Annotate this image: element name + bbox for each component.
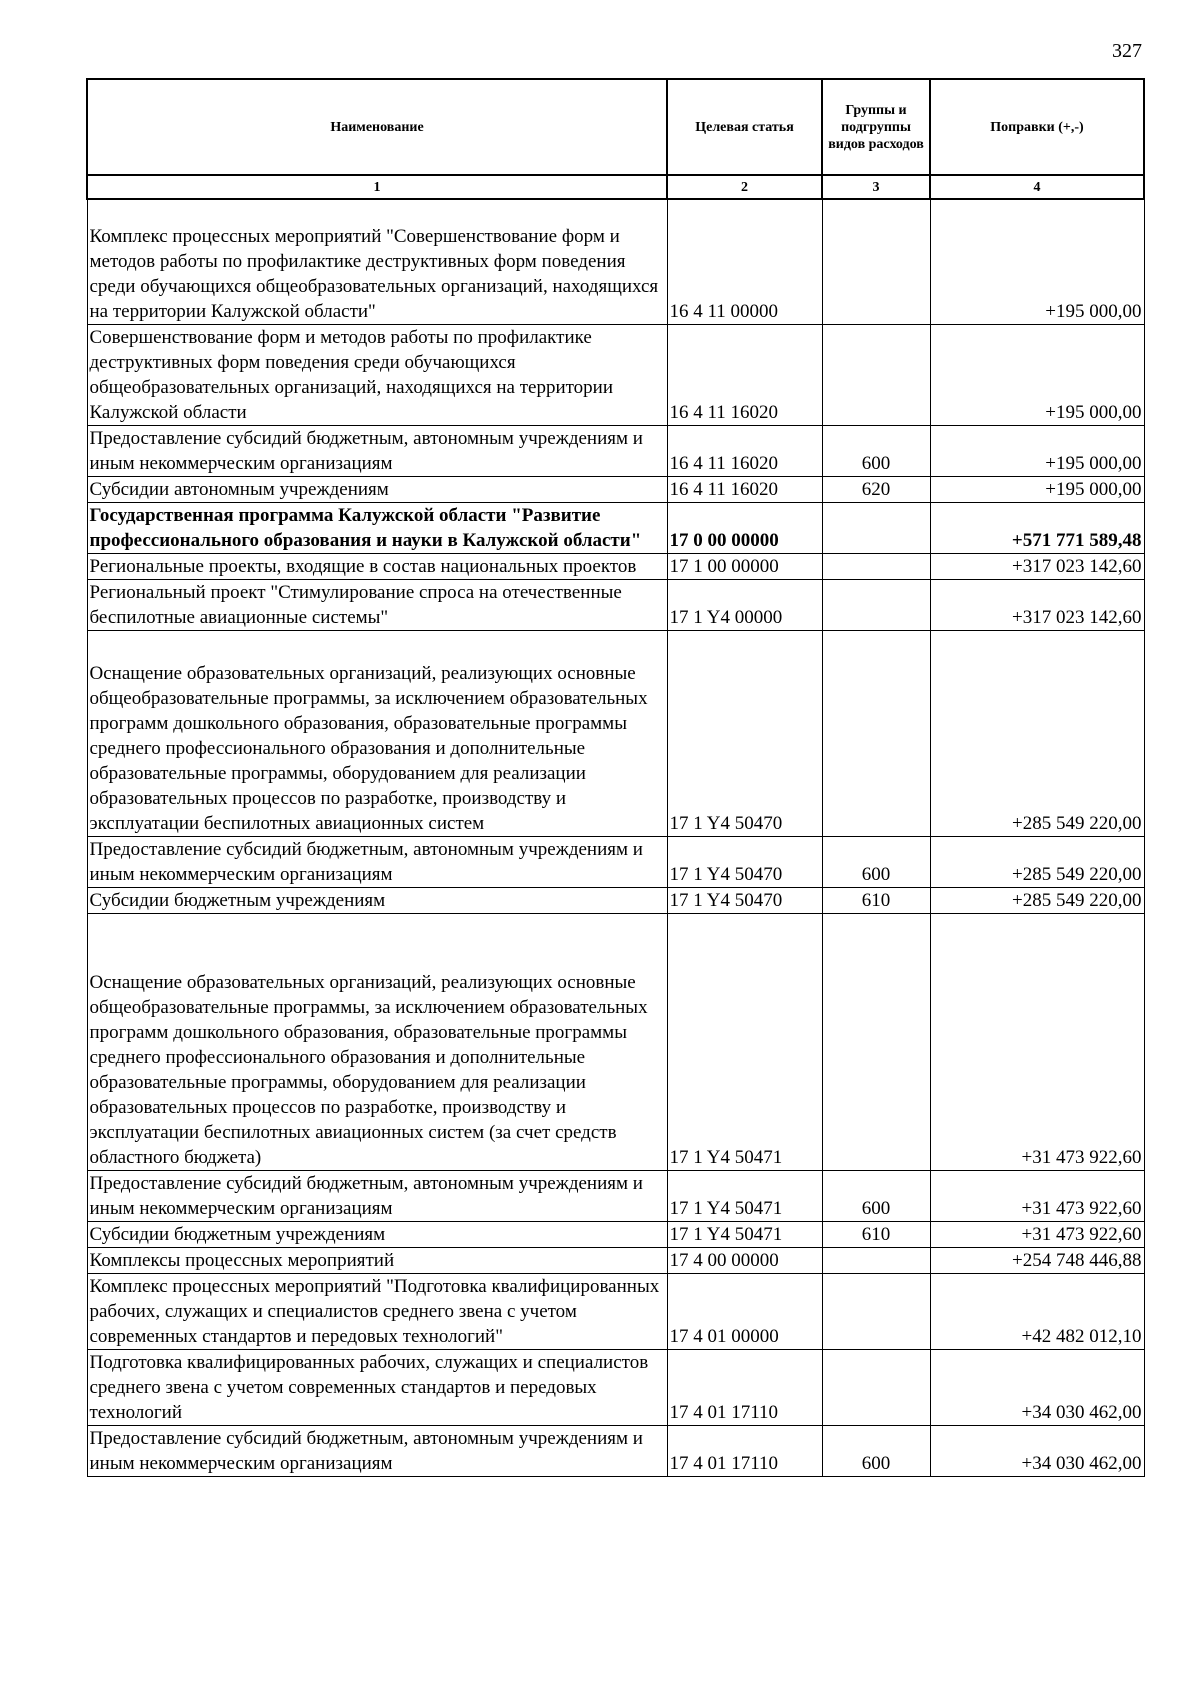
- table-row: [87, 1248, 1144, 1274]
- table-row: [87, 1222, 1144, 1248]
- row-amount: +42 482 012,10: [930, 1274, 1144, 1350]
- row-group: [822, 1350, 930, 1426]
- column-number-row: [87, 175, 1144, 199]
- row-amount: +285 549 220,00: [930, 631, 1144, 837]
- page-number: 327: [1112, 40, 1142, 62]
- row-name: Комплексы процессных мероприятий: [87, 1248, 667, 1274]
- row-code: 17 1 Y4 50470: [667, 888, 822, 914]
- table-row: [87, 325, 1144, 426]
- row-amount: +34 030 462,00: [930, 1426, 1144, 1477]
- table-row: [87, 1350, 1144, 1426]
- row-name: Подготовка квалифицированных рабочих, служащих и специалистов среднего звена с учетом современных стандартов и передовых технологий: [87, 1350, 667, 1426]
- column-number: 4: [930, 175, 1144, 199]
- row-name: Субсидии автономным учреждениям: [87, 477, 667, 503]
- header-row: [87, 79, 1144, 175]
- row-code: 17 1 Y4 50470: [667, 837, 822, 888]
- row-amount: +285 549 220,00: [930, 837, 1144, 888]
- row-amount: +285 549 220,00: [930, 888, 1144, 914]
- row-name: Комплекс процессных мероприятий "Совершенствование форм и методов работы по профилактике деструктивных форм поведения среди обучающихся общеобразовательных организаций, находящихся на территории Калужской области": [87, 199, 667, 325]
- column-number: 2: [667, 175, 822, 199]
- row-group: 600: [822, 1171, 930, 1222]
- row-code: 17 1 Y4 50470: [667, 631, 822, 837]
- budget-table: [86, 78, 1145, 1477]
- row-name: Предоставление субсидий бюджетным, автономным учреждениям и иным некоммерческим организациям: [87, 426, 667, 477]
- row-group: [822, 1248, 930, 1274]
- row-code: 17 4 01 17110: [667, 1426, 822, 1477]
- row-group: [822, 503, 930, 554]
- row-amount: +195 000,00: [930, 477, 1144, 503]
- table-row: [87, 631, 1144, 837]
- header-group: Группы и подгруппы видов расходов: [822, 79, 930, 175]
- row-group: 610: [822, 1222, 930, 1248]
- row-code: 17 4 00 00000: [667, 1248, 822, 1274]
- row-amount: +317 023 142,60: [930, 554, 1144, 580]
- table-row: [87, 837, 1144, 888]
- row-name: Предоставление субсидий бюджетным, автономным учреждениям и иным некоммерческим организациям: [87, 1426, 667, 1477]
- row-code: 17 1 Y4 50471: [667, 1171, 822, 1222]
- row-code: 17 4 01 00000: [667, 1274, 822, 1350]
- row-group: [822, 199, 930, 325]
- row-code: 17 4 01 17110: [667, 1350, 822, 1426]
- row-name: Региональный проект "Стимулирование спроса на отечественные беспилотные авиационные системы": [87, 580, 667, 631]
- row-name: Предоставление субсидий бюджетным, автономным учреждениям и иным некоммерческим организациям: [87, 837, 667, 888]
- table-row: [87, 1426, 1144, 1477]
- row-amount: +195 000,00: [930, 426, 1144, 477]
- row-amount: +31 473 922,60: [930, 914, 1144, 1171]
- table-row-program: [87, 503, 1144, 554]
- table-row: [87, 914, 1144, 1171]
- row-name: Государственная программа Калужской области "Развитие профессионального образования и науки в Калужской области": [87, 503, 667, 554]
- header-name: Наименование: [87, 79, 667, 175]
- table-row: [87, 554, 1144, 580]
- header-target: Целевая статья: [667, 79, 822, 175]
- row-code: 17 1 00 00000: [667, 554, 822, 580]
- table-row: [87, 580, 1144, 631]
- row-amount: +31 473 922,60: [930, 1222, 1144, 1248]
- table-row: [87, 426, 1144, 477]
- row-name: Комплекс процессных мероприятий "Подготовка квалифицированных рабочих, служащих и специалистов среднего звена с учетом современных стандартов и передовых технологий": [87, 1274, 667, 1350]
- row-name: Субсидии бюджетным учреждениям: [87, 888, 667, 914]
- table-row: [87, 1171, 1144, 1222]
- row-group: [822, 1274, 930, 1350]
- row-code: 17 0 00 00000: [667, 503, 822, 554]
- row-name: Региональные проекты, входящие в состав национальных проектов: [87, 554, 667, 580]
- row-group: [822, 580, 930, 631]
- row-code: 16 4 11 16020: [667, 477, 822, 503]
- column-number: 3: [822, 175, 930, 199]
- row-group: [822, 325, 930, 426]
- column-number: 1: [87, 175, 667, 199]
- row-code: 16 4 11 16020: [667, 325, 822, 426]
- row-code: 16 4 11 00000: [667, 199, 822, 325]
- row-name: Совершенствование форм и методов работы по профилактике деструктивных форм поведения среди обучающихся общеобразовательных организаций, находящихся на территории Калужской области: [87, 325, 667, 426]
- row-group: 600: [822, 1426, 930, 1477]
- table-row: [87, 1274, 1144, 1350]
- table-row: [87, 888, 1144, 914]
- row-name: Оснащение образовательных организаций, реализующих основные общеобразовательные программы, за исключением образовательных программ дошкольного образования, образовательные программы среднего профессионального образования и дополнительные образовательные программы, оборудованием для реализации образовательных процессов по разработке, производству и эксплуатации беспилотных авиационных систем: [87, 631, 667, 837]
- row-amount: +254 748 446,88: [930, 1248, 1144, 1274]
- table-row: [87, 477, 1144, 503]
- row-code: 16 4 11 16020: [667, 426, 822, 477]
- row-code: 17 1 Y4 50471: [667, 914, 822, 1171]
- row-amount: +195 000,00: [930, 325, 1144, 426]
- row-group: [822, 914, 930, 1171]
- row-name: Оснащение образовательных организаций, реализующих основные общеобразовательные программы, за исключением образовательных программ дошкольного образования, образовательные программы среднего профессионального образования и дополнительные образовательные программы, оборудованием для реализации образовательных процессов по разработке, производству и эксплуатации беспилотных авиационных систем (за счет средств областного бюджета): [87, 914, 667, 1171]
- row-group: 600: [822, 426, 930, 477]
- row-group: 620: [822, 477, 930, 503]
- header-amendment: Поправки (+,-): [930, 79, 1144, 175]
- row-amount: +571 771 589,48: [930, 503, 1144, 554]
- row-name: Субсидии бюджетным учреждениям: [87, 1222, 667, 1248]
- table-row: [87, 199, 1144, 325]
- row-code: 17 1 Y4 00000: [667, 580, 822, 631]
- row-code: 17 1 Y4 50471: [667, 1222, 822, 1248]
- row-group: [822, 554, 930, 580]
- row-amount: +34 030 462,00: [930, 1350, 1144, 1426]
- row-group: 610: [822, 888, 930, 914]
- row-amount: +31 473 922,60: [930, 1171, 1144, 1222]
- row-group: 600: [822, 837, 930, 888]
- row-amount: +317 023 142,60: [930, 580, 1144, 631]
- row-amount: +195 000,00: [930, 199, 1144, 325]
- row-name: Предоставление субсидий бюджетным, автономным учреждениям и иным некоммерческим организациям: [87, 1171, 667, 1222]
- row-group: [822, 631, 930, 837]
